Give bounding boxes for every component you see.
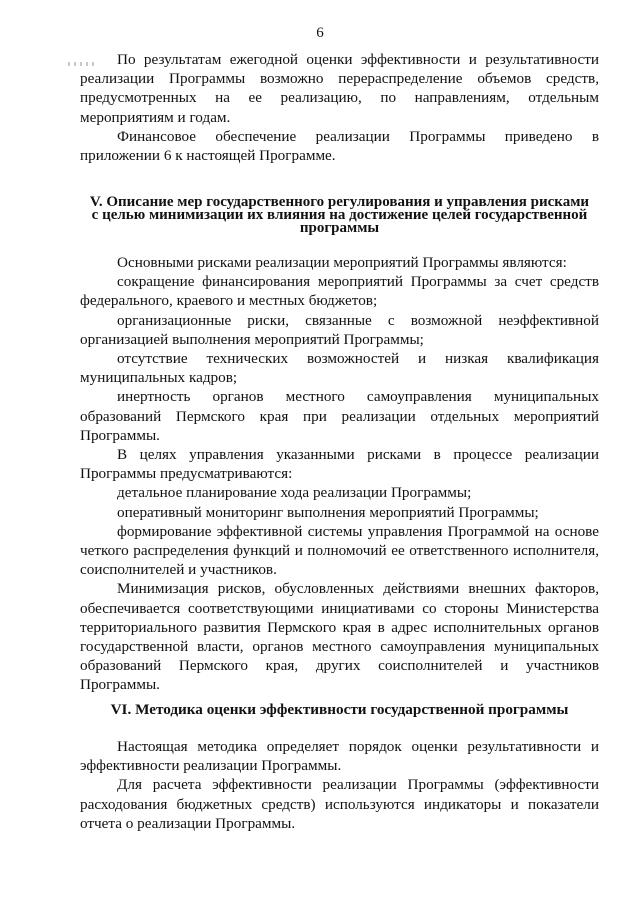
section5-title-line-1: V. Описание мер государственного регулирования и управления рисками [89,194,590,210]
section6-paragraph-1: Настоящая методика определяет порядок оценки результативности и эффективности реализации Программы. [80,738,599,775]
section5-paragraph-8: оперативный мониторинг выполнения мероприятий Программы; [117,503,539,521]
section5-paragraph-3: организационные риски, связанные с возможной неэффективной организацией выполнения мероприятий Программы; [80,311,599,348]
section5-title-line-2: с целью минимизации их влияния на достижение целей государственной [91,207,588,224]
section5-paragraph-2: сокращение финансирования мероприятий Программы за счет средств федерального, краевого и местных бюджетов; [80,273,599,310]
section5-title-line-3: программы [299,220,380,237]
section6-paragraph-2: Для расчета эффективности реализации Программы (эффективности расходования бюджетных средств) используются индикаторы и показатели отчета о реализации Программы. [80,776,599,832]
section6-heading [80,700,599,719]
section5-paragraph-9: формирование эффективной системы управления Программой на основе четкого распределения функций и полномочий ее ответственного исполнителя, соисполнителей и участников. [80,522,599,579]
section5-body [80,253,599,695]
page-number: 6 [316,25,324,41]
section6-title: VI. Методика оценки эффективности государственной программы [110,701,569,718]
section5-paragraph-4: отсутствие технических возможностей и низкая квалификация муниципальных кадров; [80,350,599,387]
intro-paragraph-2: Финансовое обеспечение реализации Программы приведено в приложении 6 к настоящей Программе. [80,127,599,165]
section5-paragraph-5: инертность органов местного самоуправления муниципальных образований Пермского края при реализации отдельных мероприятий Программы. [80,388,599,444]
section5-paragraph-1: Основными рисками реализации мероприятий Программы являются: [117,254,567,271]
intro-block [80,50,599,165]
section5-paragraph-7: детальное планирование хода реализации Программы; [117,484,472,502]
section5-paragraph-6: В целях управления указанными рисками в процессе реализации Программы предусматриваются: [80,446,599,483]
section5-heading [80,196,599,236]
intro-paragraph-1: По результатам ежегодной оценки эффективности и результативности реализации Программы возможно перераспределение объемов средств, предусмотренных на ее реализацию, по направлениям, отдельным мероприятиям и годам. [80,51,599,126]
section6-body [80,737,599,833]
section5-paragraph-10: Минимизация рисков, обусловленных действиями внешних факторов, обеспечивается соответствующими инициативами со стороны Министерства территориального развития Пермского края в адрес исполнительных органов государственной власти, органов местного самоуправления муниципальных образований Пермского края, других соисполнителей и участников Программы. [80,580,599,694]
